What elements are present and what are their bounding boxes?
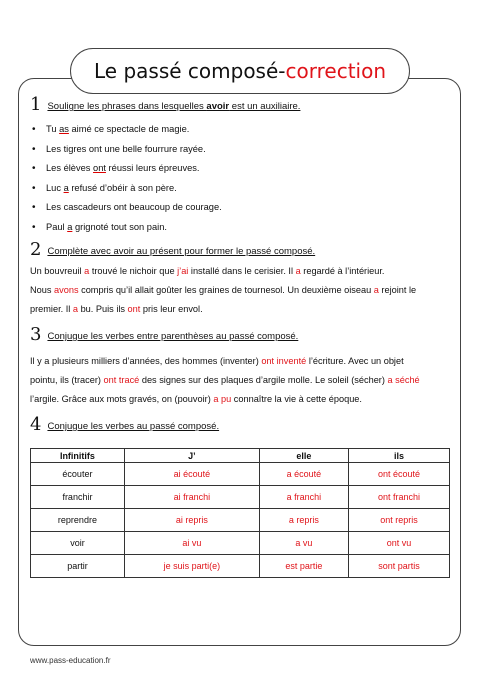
list-item: • Les cascadeurs ont beaucoup de courage. [30,198,222,218]
text-line: l’argile. Grâce aux mots gravés, on (pouvoir) a pu connaître la vie à cette époque. [30,394,362,404]
exercise-2-text [30,262,450,319]
section-number: 4 [30,414,42,435]
section-title: Souligne les phrases dans lesquelles avoir est un auxiliaire. [47,101,301,112]
title-main: Le passé composé- [94,59,286,83]
title-correction: correction [285,59,386,83]
table-cell: a repris [259,509,348,532]
list-item: • Tu as aimé ce spectacle de magie. [30,120,222,140]
list-item: • Luc a refusé d’obéir à son père. [30,179,222,199]
table-cell: a écouté [259,463,348,486]
footer-url[interactable]: www.pass-education.fr [30,656,111,665]
table-cell: ai vu [124,532,259,555]
section-4-header [30,414,219,435]
list-item: • Les élèves ont réussi leurs épreuves. [30,159,222,179]
column-header: J’ [124,449,259,463]
table-cell: a franchi [259,486,348,509]
exercise-3-text [30,352,450,409]
table-cell: ont repris [349,509,450,532]
table-cell: reprendre [31,509,125,532]
table-row [31,509,450,532]
section-number: 1 [30,94,42,115]
text-line: Nous avons compris qu’il allait goûter les graines de tournesol. Un deuxième oiseau a rejoint le [30,285,417,295]
table-cell: franchir [31,486,125,509]
table-header-row [31,449,450,463]
table-cell: a vu [259,532,348,555]
section-2-header [30,239,315,260]
table-cell: ai repris [124,509,259,532]
table-cell: je suis parti(e) [124,555,259,578]
table-row [31,532,450,555]
table-cell: ont franchi [349,486,450,509]
table-cell: partir [31,555,125,578]
column-header: ils [349,449,450,463]
table-cell: sont partis [349,555,450,578]
table-cell: ont vu [349,532,450,555]
table-cell: ai franchi [124,486,259,509]
title-banner [70,48,410,94]
section-title: Conjugue les verbes entre parenthèses au passé composé. [47,331,299,342]
section-title: Conjugue les verbes au passé composé. [47,421,220,432]
text-line: Il y a plusieurs milliers d’années, des hommes (inventer) ont inventé l’écriture. Avec un objet [30,356,404,366]
text-line: Un bouvreuil a trouvé le nichoir que j’ai installé dans le cerisier. Il a regardé à l’intérieur. [30,266,385,276]
section-number: 2 [30,239,42,260]
table-row [31,555,450,578]
table-cell: ont écouté [349,463,450,486]
sentence-list [30,120,222,237]
conjugation-table [30,448,450,578]
section-number: 3 [30,324,42,345]
table-cell: écouter [31,463,125,486]
column-header: elle [259,449,348,463]
section-title: Complète avec avoir au présent pour former le passé composé. [47,246,316,257]
page-title [94,59,386,83]
list-item: • Les tigres ont une belle fourrure rayée. [30,140,222,160]
table-cell: voir [31,532,125,555]
list-item: • Paul a grignoté tout son pain. [30,218,222,238]
text-line: pointu, ils (tracer) ont tracé des signes sur des plaques d’argile molle. Le soleil (sécher) a séché [30,375,420,385]
section-1-header [30,94,300,115]
table-row [31,463,450,486]
section-3-header [30,324,298,345]
column-header: Infinitifs [31,449,125,463]
table-cell: est partie [259,555,348,578]
text-line: premier. Il a bu. Puis ils ont pris leur envol. [30,304,203,314]
table-row [31,486,450,509]
table-cell: ai écouté [124,463,259,486]
